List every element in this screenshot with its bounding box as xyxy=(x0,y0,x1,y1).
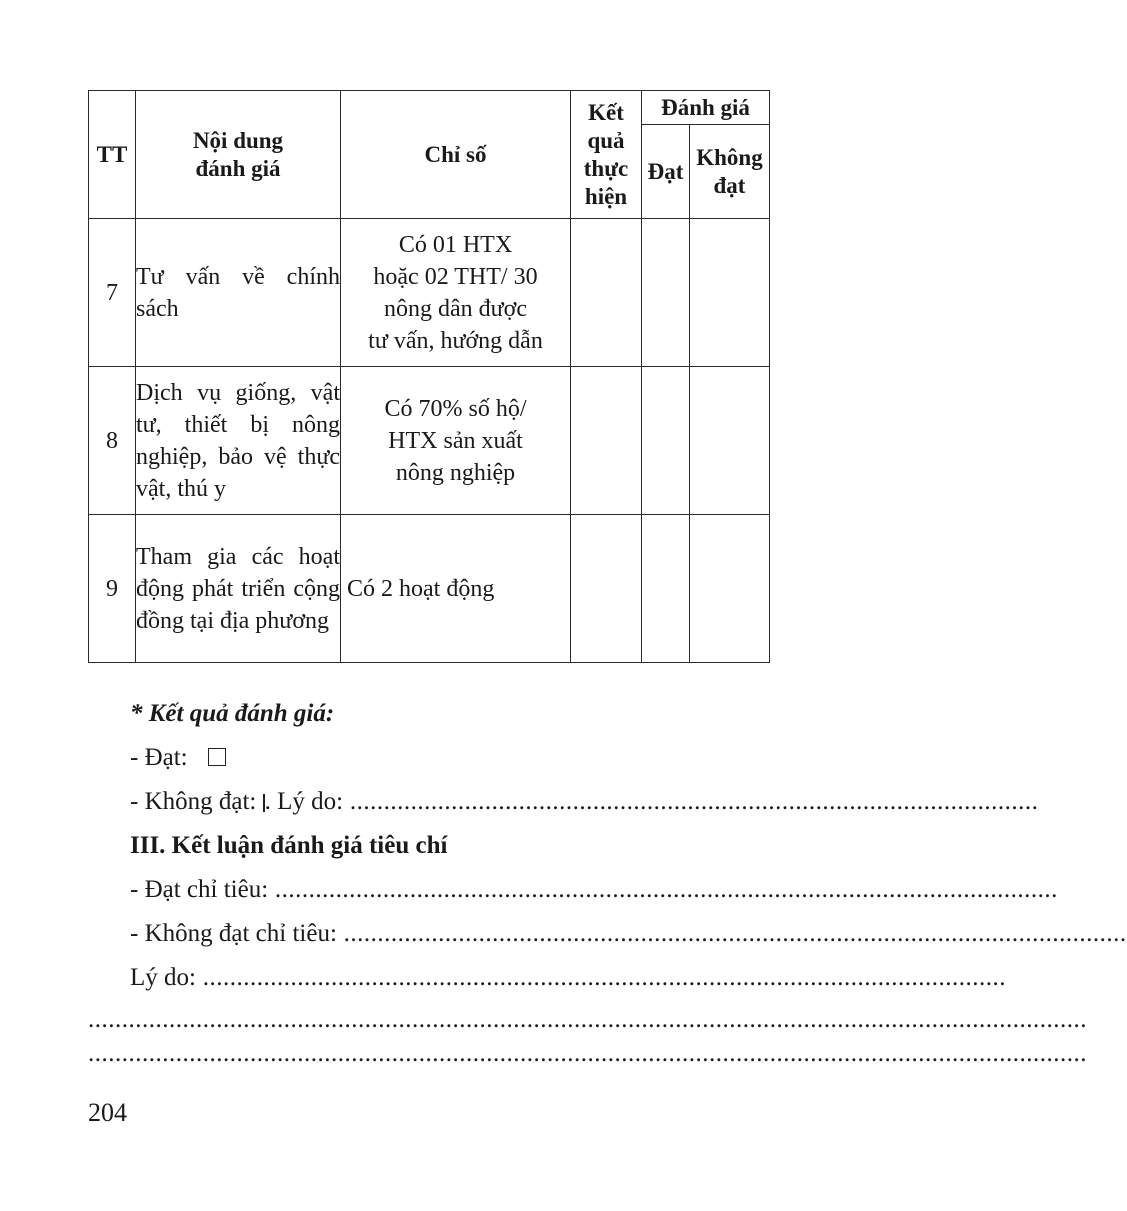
page-number: 204 xyxy=(88,1098,127,1127)
result-pass-line xyxy=(130,742,766,774)
dotted-fill: .................................................................................................................... xyxy=(268,876,1058,903)
pass-checkbox[interactable] xyxy=(208,748,226,766)
conclusion-reason-label: Lý do: xyxy=(130,964,196,991)
row-content: Dịch vụ giống, vật tư, thiết bị nông nghiệp, bảo vệ thực vật, thú y xyxy=(136,367,341,515)
dotted-line xyxy=(88,1004,1087,1036)
row-index: Có 2 hoạt động xyxy=(341,515,571,663)
row-result-cell xyxy=(571,367,642,515)
header-result: Kết quả thực hiện xyxy=(571,91,642,219)
table-row xyxy=(89,219,770,367)
conclusion-pass-label: - Đạt chỉ tiêu: xyxy=(130,876,269,903)
row-result-cell xyxy=(571,515,642,663)
header-tt: TT xyxy=(89,91,136,219)
row-index: Có 70% số hộ/ HTX sản xuất nông nghiệp xyxy=(341,367,571,515)
row-content: Tham gia các hoạt động phát triển cộng đồng tại địa phương xyxy=(136,515,341,663)
result-section-title: * Kết quả đánh giá: xyxy=(130,700,335,727)
conclusion-reason-line xyxy=(130,962,1006,994)
dotted-line xyxy=(88,1038,1087,1070)
header-pass: Đạt xyxy=(642,125,690,219)
row-pass-cell xyxy=(642,515,690,663)
row-number: 8 xyxy=(89,367,136,515)
header-content: Nội dung đánh giá xyxy=(136,91,341,219)
row-number: 9 xyxy=(89,515,136,663)
row-fail-cell xyxy=(690,367,770,515)
dotted-fill: ...................................................................................................... xyxy=(343,788,1039,815)
result-reason-label: . Lý do: xyxy=(264,788,344,815)
conclusion-fail-line xyxy=(130,918,1127,950)
result-fail-line xyxy=(130,786,1039,818)
row-content: Tư vấn về chính sách xyxy=(136,219,341,367)
dotted-fill: ....................................................................................................................... xyxy=(195,964,1006,991)
table-row xyxy=(89,515,770,663)
dotted-fill: .................................................................................................................................................... xyxy=(88,1006,1087,1033)
header-fail: Không đạt xyxy=(690,125,770,219)
row-number: 7 xyxy=(89,219,136,367)
row-index: Có 01 HTX hoặc 02 THT/ 30 nông dân được tư vấn, hướng dẫn xyxy=(341,219,571,367)
header-index: Chỉ số xyxy=(341,91,571,219)
table-row xyxy=(89,367,770,515)
result-pass-label: - Đạt: xyxy=(130,744,188,771)
conclusion-title: III. Kết luận đánh giá tiêu chí xyxy=(130,832,448,859)
conclusion-fail-label: - Không đạt chỉ tiêu: xyxy=(130,920,337,947)
row-pass-cell xyxy=(642,219,690,367)
dotted-fill: .................................................................................................................................................... xyxy=(88,1040,1087,1067)
result-fail-label: - Không đạt: xyxy=(130,788,257,815)
dotted-fill: .................................................................................................................... xyxy=(336,920,1127,947)
header-evaluation: Đánh giá xyxy=(642,91,770,125)
row-fail-cell xyxy=(690,219,770,367)
row-result-cell xyxy=(571,219,642,367)
evaluation-table xyxy=(88,90,770,663)
row-fail-cell xyxy=(690,515,770,663)
conclusion-pass-line xyxy=(130,874,1058,906)
row-pass-cell xyxy=(642,367,690,515)
